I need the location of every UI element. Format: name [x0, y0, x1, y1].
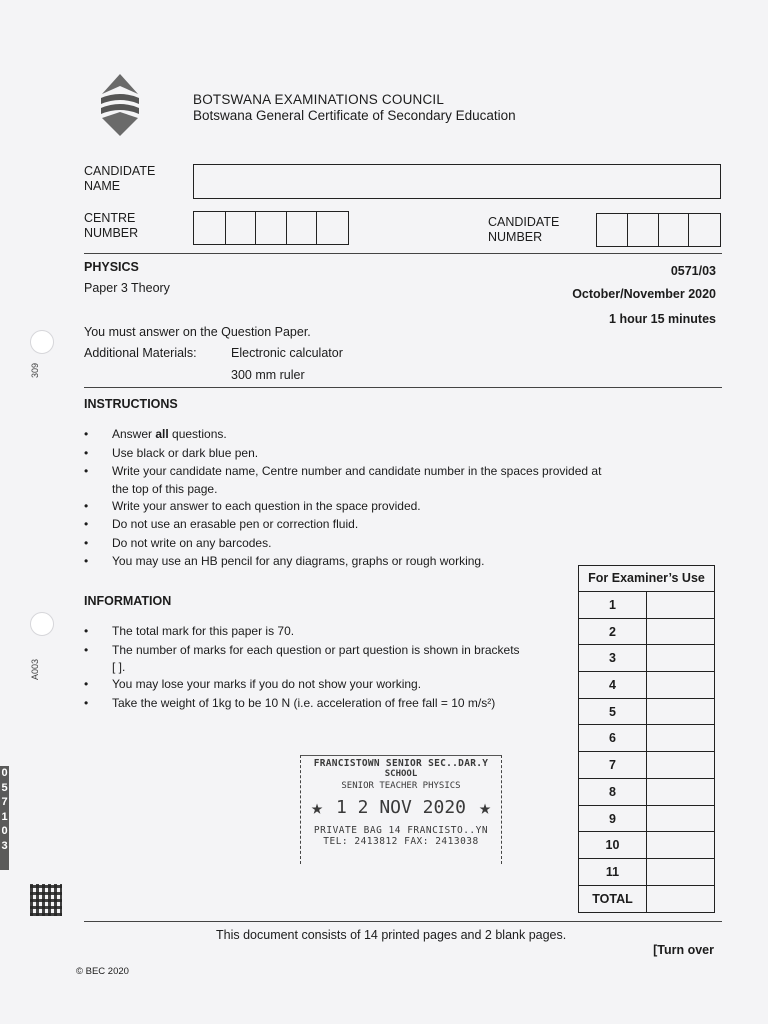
table-row [579, 592, 714, 619]
examiners-use-title: For Examiner’s Use [579, 566, 714, 592]
paper-code: 0571/03 [670, 264, 716, 278]
question-number: 2 [579, 619, 647, 645]
stamp-date-row [301, 795, 501, 819]
material-item: Electronic calculator [231, 346, 343, 360]
information-item: • You may lose your marks if you do not show your working. [84, 675, 570, 694]
divider [84, 387, 722, 388]
table-row [579, 699, 714, 726]
question-number: 11 [579, 859, 647, 885]
centre-number-cell[interactable] [287, 212, 318, 244]
barcode-char: 0 [1, 767, 8, 779]
divider [84, 253, 722, 254]
instruction-item: • Write your answer to each question in the space provided. [84, 497, 654, 516]
candidate-name-field[interactable] [193, 164, 721, 199]
mark-cell[interactable] [647, 806, 714, 832]
barcode-char: 1 [1, 810, 8, 823]
table-row [579, 859, 714, 886]
star-icon: ★ [478, 795, 491, 819]
mark-cell[interactable] [647, 672, 714, 698]
instructions-list [84, 425, 654, 571]
candidate-name-label: CANDIDATE NAME [84, 164, 156, 193]
centre-number-cell[interactable] [256, 212, 287, 244]
barcode-char: 5 [1, 781, 8, 794]
stamp-title: SENIOR TEACHER PHYSICS [341, 781, 461, 791]
table-row [579, 779, 714, 806]
table-row [579, 806, 714, 833]
mark-cell[interactable] [647, 645, 714, 671]
paper-name: Paper 3 Theory [84, 281, 170, 295]
question-number: 3 [579, 645, 647, 671]
mark-cell[interactable] [647, 752, 714, 778]
question-number: 6 [579, 725, 647, 751]
stamp-date: 1 2 NOV 2020 [335, 796, 467, 818]
instruction-item [84, 425, 654, 444]
instruction-item: • Do not write on any barcodes. [84, 534, 654, 553]
total-label: TOTAL [579, 886, 647, 913]
mark-cell[interactable] [647, 859, 714, 885]
table-row [579, 725, 714, 752]
qr-code [30, 884, 62, 916]
centre-number-cell[interactable] [226, 212, 257, 244]
centre-number-cell[interactable] [317, 212, 348, 244]
table-row [579, 832, 714, 859]
instruction-text: Answer [112, 427, 156, 441]
certificate-name: Botswana General Certificate of Secondary Education [193, 108, 516, 123]
information-item [84, 641, 570, 676]
exam-session: October/November 2020 [572, 287, 716, 301]
answer-note: You must answer on the Question Paper. [84, 325, 311, 339]
mark-cell[interactable] [647, 832, 714, 858]
school-stamp [300, 755, 502, 864]
candidate-number-field[interactable] [596, 213, 721, 247]
question-number: 4 [579, 672, 647, 698]
side-code-top: 309 [30, 362, 40, 378]
barcode-char: 0 [1, 825, 8, 837]
stamp-address: PRIVATE BAG 14 FRANCISTO..YN [313, 825, 489, 836]
mark-cell[interactable] [647, 779, 714, 805]
table-row [579, 645, 714, 672]
copyright-note: © BEC 2020 [76, 966, 129, 977]
instruction-item: • Use black or dark blue pen. [84, 444, 654, 463]
candidate-number-cell[interactable] [659, 214, 690, 246]
table-row [579, 619, 714, 646]
divider [84, 921, 722, 922]
information-text: The number of marks for each question or part question is shown in brackets [112, 642, 520, 657]
page-count-note: This document consists of 14 printed pages and 2 blank pages. [216, 928, 567, 942]
material-item: 300 mm ruler [231, 368, 305, 382]
barcode-strip [0, 766, 9, 870]
table-row [579, 672, 714, 699]
question-number: 1 [579, 592, 647, 618]
candidate-number-label: CANDIDATE NUMBER [488, 215, 560, 244]
stamp-contact: TEL: 2413812 FAX: 2413038 [323, 836, 479, 847]
barcode-char: 7 [1, 796, 8, 808]
table-row [579, 886, 714, 913]
information-item: • The total mark for this paper is 70. [84, 622, 570, 641]
candidate-number-cell[interactable] [597, 214, 628, 246]
instruction-item: • Do not use an erasable pen or correction fluid. [84, 515, 654, 534]
subject-title: PHYSICS [84, 260, 139, 274]
bec-logo-icon [98, 72, 142, 138]
mark-cell[interactable] [647, 725, 714, 751]
question-number: 8 [579, 779, 647, 805]
instruction-text-cont: the top of this page. [112, 481, 218, 496]
centre-number-cell[interactable] [194, 212, 226, 244]
question-number: 10 [579, 832, 647, 858]
mark-cell[interactable] [647, 592, 714, 618]
barcode-char: 3 [1, 839, 8, 852]
turn-over-label: [Turn over [653, 943, 714, 957]
table-row [579, 752, 714, 779]
instruction-text: questions. [168, 427, 227, 441]
information-list [84, 622, 570, 712]
mark-cell[interactable] [647, 619, 714, 645]
instruction-item [84, 462, 654, 497]
information-title: INFORMATION [84, 594, 172, 608]
centre-number-field[interactable] [193, 211, 349, 245]
candidate-number-cell[interactable] [628, 214, 659, 246]
candidate-number-cell[interactable] [689, 214, 720, 246]
side-code-bottom: A003 [30, 658, 40, 680]
instructions-title: INSTRUCTIONS [84, 397, 178, 411]
instruction-text: Write your candidate name, Centre number and candidate number in the spaces provided at [112, 464, 602, 478]
stamp-school-name: FRANCISTOWN SENIOR SEC..DAR.Y [313, 758, 489, 769]
question-number: 5 [579, 699, 647, 725]
information-item: • Take the weight of 1kg to be 10 N (i.e. acceleration of free fall = 10 m/s²) [84, 694, 570, 713]
council-name: BOTSWANA EXAMINATIONS COUNCIL [193, 92, 445, 107]
star-icon: ★ [311, 795, 324, 819]
exam-duration: 1 hour 15 minutes [609, 312, 716, 326]
mark-cell[interactable] [647, 699, 714, 725]
punch-hole-top [30, 330, 54, 354]
question-number: 7 [579, 752, 647, 778]
examiners-use-table [578, 565, 715, 913]
instruction-item: • You may use an HB pencil for any diagrams, graphs or rough working. [84, 552, 654, 571]
centre-number-label: CENTRE NUMBER [84, 211, 139, 240]
information-text-cont: [ ]. [112, 660, 126, 674]
question-number: 9 [579, 806, 647, 832]
stamp-school: SCHOOL [384, 769, 418, 779]
total-mark-cell[interactable] [647, 886, 714, 913]
instruction-emphasis: all [155, 427, 169, 441]
materials-label: Additional Materials: [84, 346, 197, 360]
punch-hole-bottom [30, 612, 54, 636]
